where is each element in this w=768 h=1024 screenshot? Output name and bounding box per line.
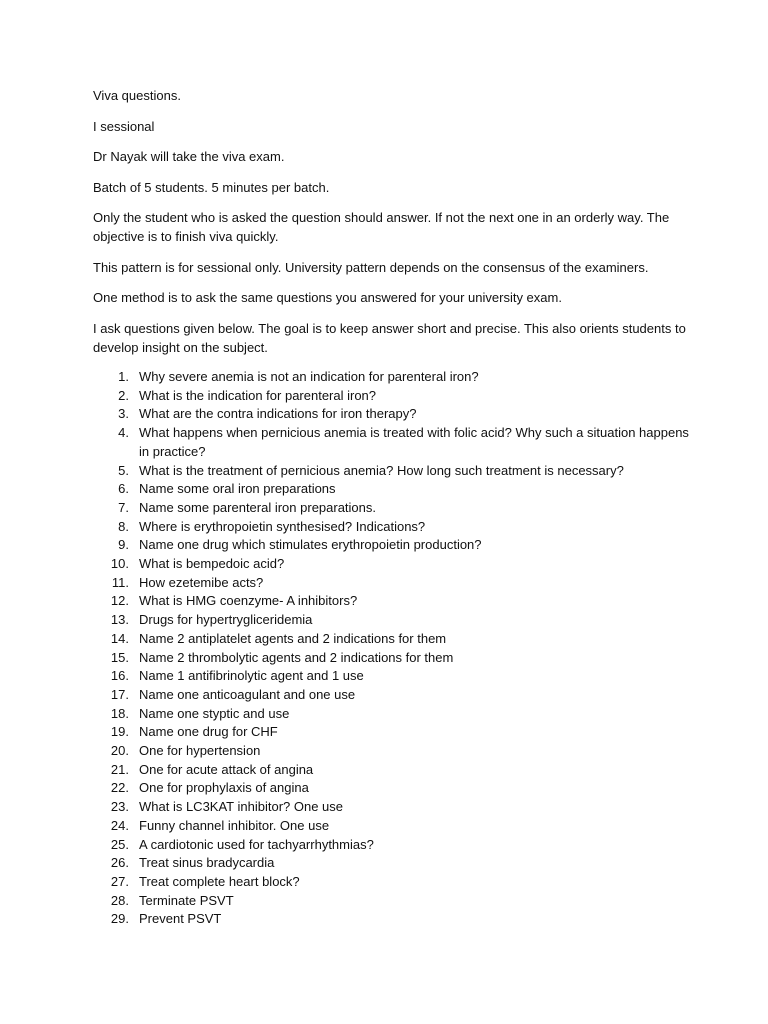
question-text: Where is erythropoietin synthesised? Indications? [139,518,426,534]
question-text: Name 2 antiplatelet agents and 2 indications for them [139,630,447,646]
question-number: 11. [111,574,129,590]
question-item [93,854,693,873]
question-item [93,611,693,630]
question-number: 27. [110,873,129,889]
question-text: What is the indication for parenteral iron? [139,387,377,403]
question-number: 23. [110,799,129,815]
question-text: Name 1 antifibrinolytic agent and 1 use [139,668,364,684]
question-number: 20. [110,743,129,759]
question-text: One for prophylaxis of angina [139,780,309,796]
question-text: Terminate PSVT [139,892,234,908]
question-item [93,779,693,798]
question-item [93,424,693,461]
question-text: What are the contra indications for iron therapy? [139,406,417,422]
question-item [93,798,693,817]
question-item [93,742,693,761]
question-text: What happens when pernicious anemia is treated with folic acid? Why such a situation happens in practice? [139,425,689,459]
question-text: Why severe anemia is not an indication for parenteral iron? [139,369,479,384]
question-number: 25. [110,836,129,852]
question-item [93,405,693,424]
question-text: How ezetemibe acts? [139,574,264,590]
question-text: Name some parenteral iron preparations. [139,499,377,515]
question-item [93,892,693,911]
question-item [93,649,693,668]
batch-note: Batch of 5 students. 5 minutes per batch. [93,179,330,195]
question-number: 15. [110,649,129,665]
question-number: 17. [110,686,129,702]
question-item [93,536,693,555]
question-text: One for acute attack of angina [139,761,314,777]
question-item [93,723,693,742]
question-item [93,705,693,724]
question-number: 26. [110,855,129,871]
question-number: 9. [118,537,129,553]
question-text: Funny channel inhibitor. One use [139,817,330,833]
question-number: 12. [110,593,129,609]
question-number: 4. [118,425,129,441]
question-number: 6. [118,481,129,497]
question-text: Name 2 thrombolytic agents and 2 indications for them [139,649,454,665]
doc-title: Viva questions. [93,88,181,103]
question-text: Name one anticoagulant and one use [139,686,356,702]
question-text: Prevent PSVT [139,911,222,927]
question-text: What is bempedoic acid? [139,556,285,572]
question-text: What is LC3KAT inhibitor? One use [139,799,344,815]
question-item [93,387,693,406]
question-number: 18. [110,705,129,721]
question-number: 21. [110,761,129,777]
goal-paragraph: I ask questions given below. The goal is to keep answer short and precise. This also orients students to develop insight on the subject. [93,320,686,355]
question-number: 14. [110,630,129,646]
question-item [93,499,693,518]
question-number: 2. [118,387,129,403]
question-item [93,667,693,686]
session-label: I sessional [93,118,155,134]
document-body [93,86,693,929]
question-number: 3. [118,406,129,422]
question-text: What is the treatment of pernicious anemia? How long such treatment is necessary? [139,462,624,478]
question-text: Name one drug which stimulates erythropoietin production? [139,537,482,553]
question-item [93,368,693,387]
question-item [93,630,693,649]
question-number: 7. [118,499,129,515]
answer-rule-paragraph: Only the student who is asked the question should answer. If not the next one in an orderly way. The objective is to finish viva quickly. [93,210,670,244]
question-number: 16. [110,668,129,684]
question-item [93,480,693,499]
question-item [93,574,693,593]
pattern-note: This pattern is for sessional only. University pattern depends on the consensus of the examiners. [93,259,649,275]
question-text: Name one styptic and use [139,705,290,721]
question-text: Name some oral iron preparations [139,481,336,497]
question-item [93,910,693,929]
question-item [93,836,693,855]
question-text: What is HMG coenzyme- A inhibitors? [139,593,358,609]
question-text: Treat sinus bradycardia [139,855,275,871]
question-number: 8. [118,518,129,534]
question-number: 28. [110,892,129,908]
question-number: 19. [110,724,129,740]
question-number: 5. [118,462,129,478]
question-number: 29. [110,911,129,927]
question-number: 1. [118,369,129,384]
question-number: 10. [110,556,129,572]
question-text: One for hypertension [139,743,261,759]
question-number: 24. [110,817,129,833]
question-item [93,592,693,611]
examiner-note: Dr Nayak will take the viva exam. [93,149,285,164]
question-item [93,873,693,892]
question-list [93,368,693,929]
question-text: Name one drug for CHF [139,724,278,740]
question-item [93,817,693,836]
question-item [93,555,693,574]
question-number: 22. [110,780,129,796]
question-number: 13. [110,612,129,628]
method-note: One method is to ask the same questions you answered for your university exam. [93,290,562,305]
question-text: Treat complete heart block? [139,873,300,889]
question-item [93,518,693,537]
question-text: Drugs for hypertrygliceridemia [139,612,313,628]
question-text: A cardiotonic used for tachyarrhythmias? [139,836,374,852]
question-item [93,462,693,481]
question-item [93,686,693,705]
question-item [93,761,693,780]
